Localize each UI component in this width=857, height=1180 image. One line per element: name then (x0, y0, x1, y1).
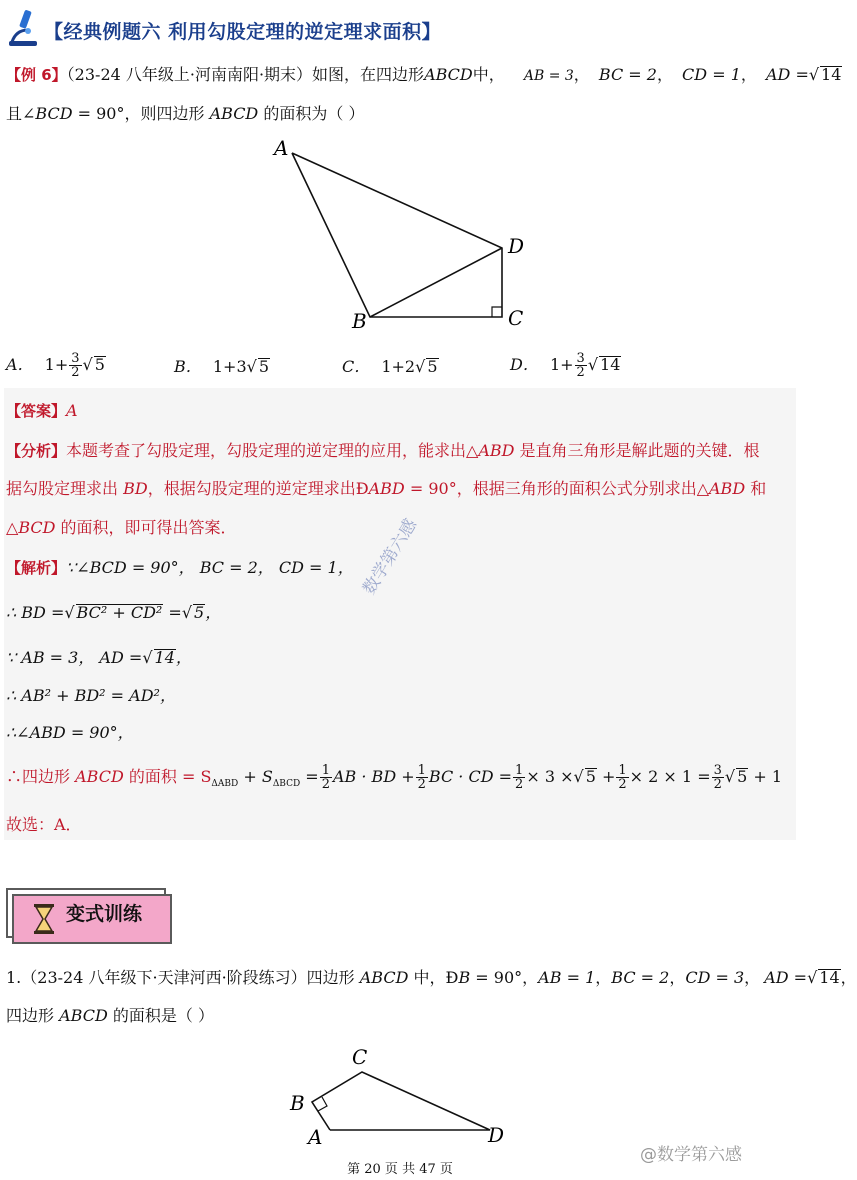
vertex-label-c: C (508, 306, 524, 330)
analysis-line-3: △BCD 的面积，即可得出答案． (6, 518, 237, 537)
page-footer: 第 20 页 共 47 页 (347, 1162, 453, 1177)
example-line-1: 【例 6】（23-24 八年级上·河南南阳·期末）如图，在四边形ABCD中， AB = 3， BC = 2， CD = 1， AD =√ 14 (6, 65, 842, 84)
hourglass-icon (32, 903, 56, 935)
option-d[interactable]: D． 1+ $\frac{3}{2}$ √ 14 (510, 351, 621, 380)
section-title: 【经典例题六 利用勾股定理的逆定理求面积】 (44, 21, 442, 43)
example-line-2: 且∠BCD = 90°，则四边形 ABCD 的面积为（ ） (6, 104, 365, 123)
solution-line-4: ∴ AB² + BD² = AD²， (6, 686, 176, 705)
solution-line-5: ∴∠ABD = 90°， (6, 723, 134, 742)
solution-line-7: 故选：A． (6, 815, 82, 834)
answer-value: A (66, 401, 78, 420)
quadrilateral-figure-2 (280, 1040, 520, 1155)
vertex-label-c2: C (352, 1045, 368, 1069)
diagonal-watermark: 数学第六感 (359, 515, 422, 599)
analysis-line-1: 【分析】本题考查了勾股定理，勾股定理的逆定理的应用，能求出△ABD 是直角三角形是解此题的关键．根 (6, 441, 760, 460)
question-1-line-2: 四边形 ABCD 的面积是（ ） (6, 1006, 214, 1025)
corner-watermark: @数学第六感 (640, 1145, 742, 1165)
microscope-icon (6, 8, 44, 48)
option-b[interactable]: B． 1+3√ 5 (174, 357, 270, 376)
quadrilateral-figure-1 (260, 135, 540, 335)
option-c[interactable]: C． 1+2√ 5 (342, 357, 438, 376)
analysis-line-2: 据勾股定理求出 BD，根据勾股定理的逆定理求出ÐABD = 90°，根据三角形的面积公式分别求出△ABD 和 (6, 479, 767, 498)
vertex-label-b2: B (290, 1091, 305, 1115)
variant-training-badge: 变式训练 (6, 888, 168, 944)
answer-line: 【答案】A (6, 401, 78, 420)
solution-line-2: ∴ BD =√ BC² + CD² =√ 5， (6, 603, 222, 622)
solution-line-1: 【解析】∵∠BCD = 90°， BC = 2， CD = 1， (6, 558, 354, 577)
question-1-line-1: 1.（23-24 八年级下·天津河西·阶段练习）四边形 ABCD 中，ÐB = 90°，AB = 1，BC = 2，CD = 3， AD =√ 14， (6, 968, 857, 987)
option-a[interactable]: A． 1+ $\frac{3}{2}$ √ 5 (6, 351, 105, 380)
vertex-label-a2: A (308, 1125, 323, 1149)
vertex-label-b: B (352, 309, 367, 333)
solution-line-6: ∴四边形 ABCD 的面积 = $S_{\Delta ABD} + S_{\Delta BCD}$ = $\frac{1}{2}$ AB · BD + $\frac{1}{2}$ BC · CD = $\frac{1}{2}$ × 3 ×√ 5 + $\frac{1}{2}$ × 2 × 1 = $\frac{3}{2}$ √ 5 + 1 (6, 763, 783, 792)
vertex-label-d: D (508, 234, 525, 258)
solution-line-3: ∵ AB = 3， AD =√ 14， (6, 648, 192, 667)
example-tag: 【例 6】 (6, 66, 67, 84)
vertex-label-a: A (274, 136, 289, 160)
vertex-label-d2: D (488, 1123, 505, 1147)
